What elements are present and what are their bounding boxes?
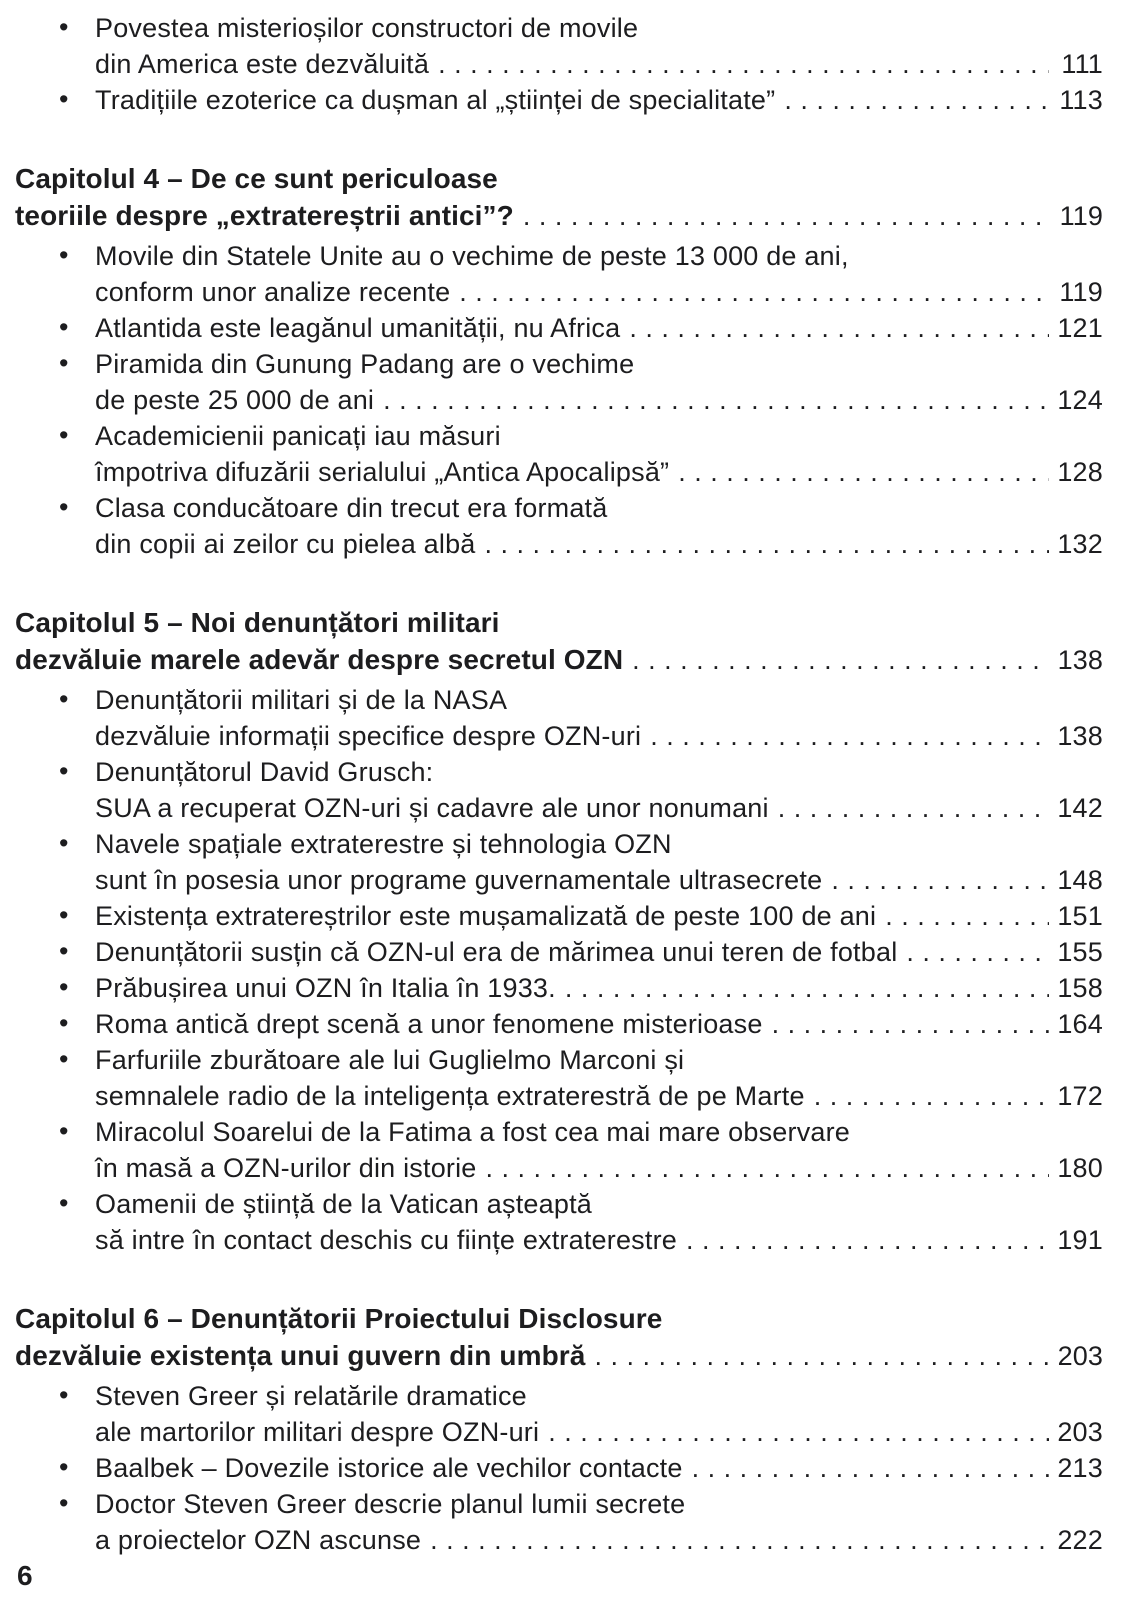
- toc-page-ref: 124: [1057, 385, 1103, 415]
- toc-line-text: din America este dezvăluită: [95, 49, 430, 79]
- bullet-icon: •: [59, 1044, 69, 1074]
- dot-leader: [678, 454, 1049, 490]
- toc-line-text: Farfuriile zburătoare ale lui Guglielmo Marconi și: [95, 1045, 685, 1075]
- toc-line-text: Movile din Statele Unite au o vechime de peste 13 000 de ani,: [95, 241, 849, 271]
- toc-page-ref: 164: [1057, 1009, 1103, 1039]
- toc-page-ref: 128: [1057, 457, 1103, 487]
- toc-page-ref: 138: [1057, 645, 1103, 675]
- dot-leader: [548, 1414, 1049, 1450]
- toc-line-text: semnalele radio de la inteligența extraterestră de pe Marte: [95, 1081, 805, 1111]
- toc-list: [15, 10, 1103, 1558]
- dot-leader: [430, 1522, 1049, 1558]
- toc-line-text: Piramida din Gunung Padang are o vechime: [95, 349, 635, 379]
- toc-line: [95, 1414, 1103, 1450]
- toc-line: [95, 346, 1103, 382]
- toc-entry: [15, 826, 1103, 898]
- dot-leader: [772, 1006, 1049, 1042]
- toc-line-text: de peste 25 000 de ani: [95, 385, 375, 415]
- dot-leader: [629, 310, 1049, 346]
- bullet-icon: •: [59, 900, 69, 930]
- toc-page-ref: 119: [1059, 277, 1103, 307]
- toc-page-ref: 113: [1059, 85, 1103, 115]
- toc-line-text: conform unor analize recente: [95, 277, 451, 307]
- toc-page-ref: 111: [1061, 49, 1103, 79]
- toc-page-ref: 132: [1057, 529, 1103, 559]
- dot-leader: [784, 82, 1049, 118]
- dot-leader: [692, 1450, 1049, 1486]
- toc-line: [95, 82, 1103, 118]
- dot-leader: [565, 970, 1049, 1006]
- toc-line: [95, 1378, 1103, 1414]
- toc-line-text: Doctor Steven Greer descrie planul lumii secrete: [95, 1489, 686, 1519]
- toc-entry: [15, 898, 1103, 934]
- bullet-icon: •: [59, 756, 69, 786]
- toc-line: [95, 682, 1103, 718]
- toc-line-text: Tradițiile ezoterice ca dușman al „științei de specialitate”: [95, 85, 776, 115]
- toc-line: [95, 1222, 1103, 1258]
- toc-chapter-entry: [15, 1300, 1103, 1375]
- toc-page-ref: 119: [1059, 201, 1103, 231]
- dot-leader: [778, 790, 1049, 826]
- toc-line: [95, 310, 1103, 346]
- toc-line: [95, 1042, 1103, 1078]
- toc-line: [95, 862, 1103, 898]
- dot-leader: [650, 718, 1049, 754]
- toc-entry: [15, 82, 1103, 118]
- toc-line-text: Atlantida este leagănul umanității, nu Africa: [95, 313, 621, 343]
- toc-line: [95, 1186, 1103, 1222]
- toc-line: [95, 1150, 1103, 1186]
- bullet-icon: •: [59, 1116, 69, 1146]
- toc-line: [95, 1450, 1103, 1486]
- toc-line: [95, 274, 1103, 310]
- toc-line-text: SUA a recuperat OZN-uri și cadavre ale unor nonumani: [95, 793, 769, 823]
- toc-line: [95, 46, 1103, 82]
- bullet-icon: •: [59, 84, 69, 114]
- dot-leader: [632, 641, 1049, 679]
- toc-line-text: Baalbek – Dovezile istorice ale vechilor contacte: [95, 1453, 683, 1483]
- toc-line: [95, 1486, 1103, 1522]
- bullet-icon: •: [59, 492, 69, 522]
- toc-line-text: dezvăluie existența unui guvern din umbră: [15, 1340, 586, 1371]
- toc-page-ref: 142: [1057, 793, 1103, 823]
- toc-line-text: Navele spațiale extraterestre și tehnologia OZN: [95, 829, 672, 859]
- toc-line-text: Povestea misterioșilor constructori de movile: [95, 13, 639, 43]
- toc-line-text: teoriile despre „extratereștrii antici”?: [15, 200, 514, 231]
- toc-line: [15, 604, 1103, 641]
- toc-line: [95, 454, 1103, 490]
- toc-page-ref: 121: [1057, 313, 1103, 343]
- toc-line: [95, 898, 1103, 934]
- toc-entry: [15, 1006, 1103, 1042]
- toc-page-ref: 151: [1057, 901, 1103, 931]
- toc-entry: [15, 1378, 1103, 1450]
- toc-line-text: să intre în contact deschis cu ființe extraterestre: [95, 1225, 677, 1255]
- dot-leader: [594, 1337, 1049, 1375]
- toc-line: [95, 1006, 1103, 1042]
- toc-entry: [15, 346, 1103, 418]
- toc-line: [95, 382, 1103, 418]
- bullet-icon: •: [59, 1008, 69, 1038]
- toc-line: [15, 160, 1103, 197]
- toc-page-ref: 203: [1057, 1341, 1103, 1371]
- toc-page-ref: 213: [1057, 1453, 1103, 1483]
- toc-line: [95, 490, 1103, 526]
- bullet-icon: •: [59, 1380, 69, 1410]
- toc-line: [95, 934, 1103, 970]
- toc-entry: [15, 682, 1103, 754]
- dot-leader: [486, 1150, 1049, 1186]
- bullet-icon: •: [59, 348, 69, 378]
- bullet-icon: •: [59, 936, 69, 966]
- toc-entry: [15, 1114, 1103, 1186]
- toc-line: [95, 718, 1103, 754]
- toc-page-ref: 191: [1057, 1225, 1103, 1255]
- toc-line: [15, 1300, 1103, 1337]
- dot-leader: [523, 197, 1049, 235]
- bullet-icon: •: [59, 684, 69, 714]
- toc-page-ref: 172: [1057, 1081, 1103, 1111]
- toc-line-text: Steven Greer și relatările dramatice: [95, 1381, 527, 1411]
- bullet-icon: •: [59, 828, 69, 858]
- toc-line-text: în masă a OZN-urilor din istorie: [95, 1153, 477, 1183]
- toc-line: [15, 1337, 1103, 1375]
- toc-line-text: Oamenii de știință de la Vatican așteaptă: [95, 1189, 592, 1219]
- toc-entry: [15, 1042, 1103, 1114]
- toc-entry: [15, 238, 1103, 310]
- bullet-icon: •: [59, 240, 69, 270]
- toc-line-text: împotriva difuzării serialului „Antica Apocalipsă”: [95, 457, 670, 487]
- toc-line-text: a proiectelor OZN ascunse: [95, 1525, 422, 1555]
- toc-line: [95, 418, 1103, 454]
- toc-line: [95, 1522, 1103, 1558]
- toc-line: [95, 790, 1103, 826]
- toc-entry: [15, 310, 1103, 346]
- toc-line-text: Capitolul 5 – Noi denunțători militari: [15, 607, 500, 638]
- toc-entry: [15, 1186, 1103, 1258]
- toc-line: [95, 826, 1103, 862]
- dot-leader: [438, 46, 1049, 82]
- dot-leader: [686, 1222, 1049, 1258]
- dot-leader: [906, 934, 1049, 970]
- toc-line-text: Existența extratereștrilor este mușamalizată de peste 100 de ani: [95, 901, 877, 931]
- dot-leader: [831, 862, 1049, 898]
- bullet-icon: •: [59, 420, 69, 450]
- bullet-icon: •: [59, 12, 69, 42]
- toc-entry: [15, 418, 1103, 490]
- toc-line: [95, 1078, 1103, 1114]
- toc-entry: [15, 934, 1103, 970]
- toc-line-text: din copii ai zeilor cu pielea albă: [95, 529, 476, 559]
- bullet-icon: •: [59, 312, 69, 342]
- toc-line-text: Denunțătorii militari și de la NASA: [95, 685, 508, 715]
- page-number: 6: [17, 1560, 33, 1591]
- toc-entry: [15, 490, 1103, 562]
- toc-line-text: ale martorilor militari despre OZN-uri: [95, 1417, 540, 1447]
- dot-leader: [885, 898, 1049, 934]
- toc-chapter-entry: [15, 160, 1103, 235]
- toc-entry: [15, 970, 1103, 1006]
- toc-line-text: dezvăluie informații specifice despre OZN-uri: [95, 721, 642, 751]
- toc-entry: [15, 1486, 1103, 1558]
- toc-line-text: Clasa conducătoare din trecut era formată: [95, 493, 608, 523]
- toc-line-text: Denunțătorul David Grusch:: [95, 757, 434, 787]
- toc-line: [15, 197, 1103, 235]
- toc-line: [95, 754, 1103, 790]
- toc-line-text: Miracolul Soarelui de la Fatima a fost cea mai mare observare: [95, 1117, 851, 1147]
- toc-page-ref: 155: [1057, 937, 1103, 967]
- toc-chapter-entry: [15, 604, 1103, 679]
- toc-line: [95, 526, 1103, 562]
- bullet-icon: •: [59, 1452, 69, 1482]
- toc-entry: [15, 754, 1103, 826]
- toc-line-text: dezvăluie marele adevăr despre secretul OZN: [15, 644, 624, 675]
- toc-line: [95, 238, 1103, 274]
- dot-leader: [459, 274, 1049, 310]
- toc-entry: [15, 10, 1103, 82]
- toc-page-ref: 138: [1057, 721, 1103, 751]
- toc-line-text: Denunțătorii susțin că OZN-ul era de mărimea unui teren de fotbal: [95, 937, 898, 967]
- dot-leader: [814, 1078, 1049, 1114]
- toc-page-ref: 180: [1057, 1153, 1103, 1183]
- dot-leader: [383, 382, 1049, 418]
- toc-line-text: Capitolul 4 – De ce sunt periculoase: [15, 163, 498, 194]
- toc-line-text: Capitolul 6 – Denunțătorii Proiectului Disclosure: [15, 1303, 663, 1334]
- toc-line-text: Roma antică drept scenă a unor fenomene misterioase: [95, 1009, 763, 1039]
- toc-page-ref: 148: [1057, 865, 1103, 895]
- toc-page-ref: 158: [1057, 973, 1103, 1003]
- toc-entry: [15, 1450, 1103, 1486]
- toc-line: [95, 1114, 1103, 1150]
- toc-line: [95, 10, 1103, 46]
- toc-page-ref: 203: [1057, 1417, 1103, 1447]
- toc-line-text: sunt în posesia unor programe guvernamentale ultrasecrete: [95, 865, 823, 895]
- bullet-icon: •: [59, 972, 69, 1002]
- bullet-icon: •: [59, 1188, 69, 1218]
- toc-line: [95, 970, 1103, 1006]
- bullet-icon: •: [59, 1488, 69, 1518]
- toc-line-text: Academicienii panicați iau măsuri: [95, 421, 501, 451]
- toc-line-text: Prăbușirea unui OZN în Italia în 1933.: [95, 973, 556, 1003]
- toc-line: [15, 641, 1103, 679]
- toc-page-ref: 222: [1057, 1525, 1103, 1555]
- dot-leader: [485, 526, 1049, 562]
